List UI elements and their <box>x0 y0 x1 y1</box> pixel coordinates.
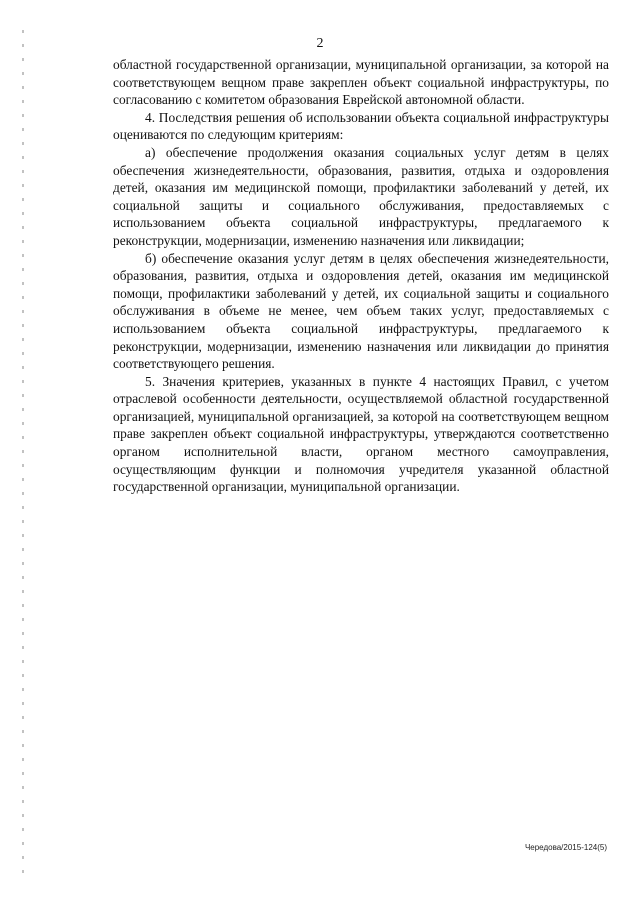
document-body <box>113 56 609 496</box>
paragraph-continuation: областной государственной организации, муниципальной организации, за которой на соответствующем вещном праве закреплен объект социальной инфраструктуры, по согласованию с комитетом образования Еврейской автономной области. <box>113 57 609 108</box>
paragraph-item-4: 4. Последствия решения об использовании объекта социальной инфраструктуры оцениваются по следующим критериям: <box>113 109 609 143</box>
page-number: 2 <box>316 36 324 51</box>
document-footer-code: Чередова/2015-124(5) <box>524 843 607 852</box>
paragraph-item-5: 5. Значения критериев, указанных в пункте 4 настоящих Правил, с учетом отраслевой особенности деятельности, осуществляемой областной государственной организацией, муниципальной организацией, за которой на соответствующем вещном праве закреплен объект социальной инфраструктуры, утверждаются соответственно органом исполнительной власти, органом местного самоуправления, осуществляющим функции и полномочия учредителя указанной областной государственной организации, муниципальной организации. <box>113 373 609 495</box>
paragraph-criterion-a: а) обеспечение продолжения оказания социальных услуг детям в целях обеспечения жизнедеятельности, образования, развития, отдыха и оздоровления детей, оказания им медицинской помощи, профилактики заболеваний у детей, их социальной защиты и социального обслуживания, предоставляемых с использованием объекта социальной инфраструктуры, предлагаемого к реконструкции, модернизации, изменению назначения или ликвидации; <box>113 144 609 248</box>
scan-edge-marks <box>22 30 24 880</box>
paragraph-criterion-b: б) обеспечение оказания услуг детям в целях обеспечения жизнедеятельности, образования, развития, отдыха и оздоровления детей, оказания им медицинской помощи, профилактики заболеваний у детей, их социальной защиты и социального обслуживания в объеме не менее, чем объем таких услуг, предоставляемых с использованием объекта социальной инфраструктуры, предлагаемого к реконструкции, модернизации, изменению назначения или ликвидации до принятия соответствующего решения. <box>113 250 609 372</box>
